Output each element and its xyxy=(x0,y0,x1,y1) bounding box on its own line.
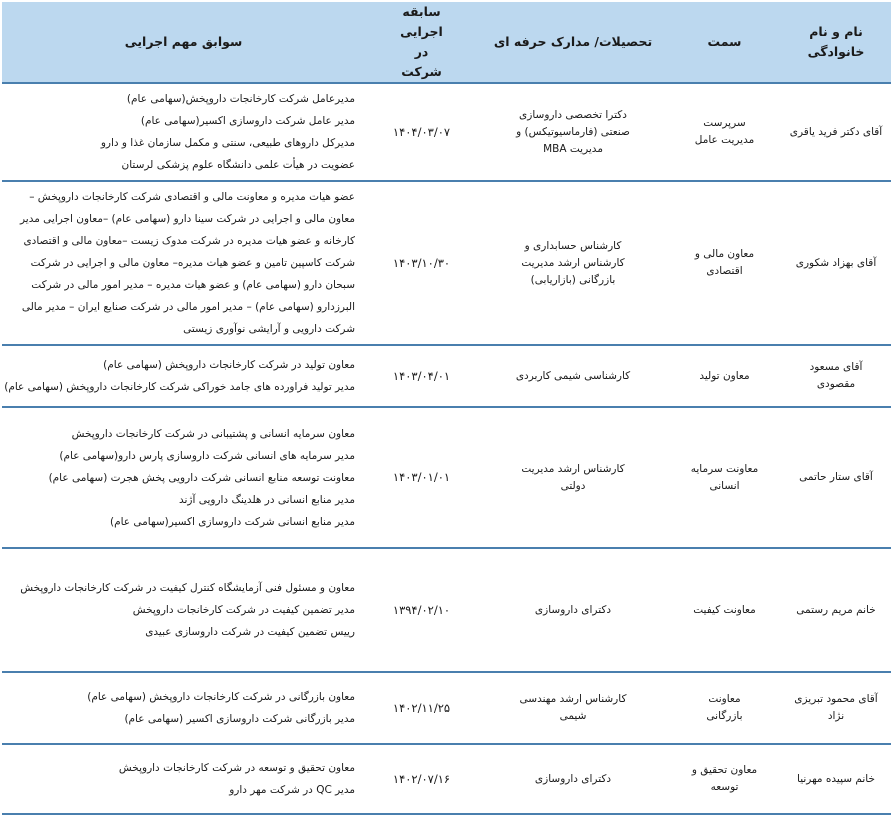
cell-education: کارشناس ارشد مدیریت دولتی xyxy=(478,407,668,548)
history-line: مدیر QC در شرکت مهر دارو xyxy=(229,784,355,796)
cell-history xyxy=(2,345,365,407)
history-line: مدیرعامل شرکت کارخانجات داروپخش(سهامی عام) xyxy=(126,93,355,105)
cell-tenure: ۱۴۰۳/۰۴/۰۱ xyxy=(365,345,478,407)
table-body xyxy=(2,83,891,814)
table-row xyxy=(2,407,891,548)
history-line: مدیر تولید فراورده های جامد خوراکی شرکت کارخانجات داروپخش (سهامی عام) xyxy=(4,381,355,393)
cell-tenure: ۱۳۹۴/۰۲/۱۰ xyxy=(365,548,478,672)
history-line: معاون تولید در شرکت کارخانجات داروپخش (سهامی عام) xyxy=(103,359,355,371)
history-line: سبحان دارو (سهامی عام) و عضو هیات مدیره – مدیر امور مالی در شرکت xyxy=(31,279,355,291)
cell-name: خانم مریم رستمی xyxy=(781,548,891,672)
history-line: رییس تضمین کیفیت در شرکت داروسازی عبیدی xyxy=(145,626,355,638)
table-row xyxy=(2,548,891,672)
header-education: تحصیلات/ مدارک حرفه ای xyxy=(478,2,668,83)
history-line: شرکت کاسپین تامین و عضو هیات مدیره– معاون مالی و اجرایی در شرکت xyxy=(30,257,355,269)
header-row xyxy=(2,2,891,83)
cell-position: معاون تحقیق و توسعه xyxy=(668,744,781,814)
cell-name: آقای محمود تبریزی نژاد xyxy=(781,672,891,744)
cell-tenure: ۱۴۰۲/۱۱/۲۵ xyxy=(365,672,478,744)
history-line: مدیر تضمین کیفیت در شرکت کارخانجات داروپخش xyxy=(132,604,355,616)
cell-name: آقای ستار حاتمی xyxy=(781,407,891,548)
table-row xyxy=(2,181,891,345)
table-row xyxy=(2,672,891,744)
cell-history xyxy=(2,407,365,548)
cell-history xyxy=(2,744,365,814)
cell-position: معاون مالی و اقتصادی xyxy=(668,181,781,345)
table-row xyxy=(2,83,891,181)
cell-tenure: ۱۴۰۲/۰۷/۱۶ xyxy=(365,744,478,814)
history-line: معاون بازرگانی در شرکت کارخانجات داروپخش (سهامی عام) xyxy=(87,691,355,703)
cell-history xyxy=(2,548,365,672)
cell-tenure: ۱۴۰۳/۰۱/۰۱ xyxy=(365,407,478,548)
history-line: مدیر بازرگانی شرکت داروسازی اکسیر (سهامی عام) xyxy=(124,713,355,725)
cell-history xyxy=(2,83,365,181)
history-line: مدیر منابع انسانی شرکت داروسازی اکسیر(سهامی عام) xyxy=(110,515,355,528)
cell-tenure: ۱۴۰۳/۱۰/۳۰ xyxy=(365,181,478,345)
executives-table xyxy=(2,2,891,815)
cell-tenure: ۱۴۰۴/۰۳/۰۷ xyxy=(365,83,478,181)
header-tenure: سابقه اجرایی در شرکت xyxy=(365,2,478,83)
cell-education: کارشناس حسابداری و کارشناس ارشد مدیریت بازرگانی (بازاریابی) xyxy=(478,181,668,345)
cell-history xyxy=(2,181,365,345)
cell-education: دکترای داروسازی xyxy=(478,548,668,672)
cell-name: خانم سپیده مهرنیا xyxy=(781,744,891,814)
cell-position: معاونت سرمایه انسانی xyxy=(668,407,781,548)
history-line: معاون و مسئول فنی آزمایشگاه کنترل کیفیت در شرکت کارخانجات داروپخش xyxy=(20,582,355,594)
history-line: مدیرکل داروهای طبیعی، سنتی و مکمل سازمان غذا و دارو xyxy=(100,137,355,149)
cell-name: آقای بهزاد شکوری xyxy=(781,181,891,345)
history-line: مدیر منابع انسانی در هلدینگ دارویی آژند xyxy=(178,493,355,506)
history-line: عضویت در هیأت علمی دانشگاه علوم پزشکی لرستان xyxy=(121,159,355,171)
cell-name: آقای دکتر فرید یاقری xyxy=(781,83,891,181)
table-row xyxy=(2,345,891,407)
history-line: مدیر سرمایه های انسانی شرکت داروسازی پارس دارو(سهامی عام) xyxy=(59,449,355,462)
cell-history xyxy=(2,672,365,744)
table-row xyxy=(2,744,891,814)
history-line: عضو هیات مدیره و معاونت مالی و اقتصادی شرکت کارخانجات داروپخش – xyxy=(29,191,355,203)
history-line: معاون تحقیق و توسعه در شرکت کارخانجات داروپخش xyxy=(118,762,355,774)
cell-position: معاونت بازرگانی xyxy=(668,672,781,744)
cell-position: سرپرست مدیریت عامل xyxy=(668,83,781,181)
cell-education: کارشناسی شیمی کاربردی xyxy=(478,345,668,407)
header-name: نام و نام خانوادگی xyxy=(781,2,891,83)
history-line: معاون سرمایه انسانی و پشتیبانی در شرکت کارخانجات داروپخش xyxy=(71,427,355,440)
cell-education: کارشناس ارشد مهندسی شیمی xyxy=(478,672,668,744)
history-line: البرزدارو (سهامی عام) – مدیر امور مالی در شرکت صنایع ایران – مدیر مالی xyxy=(21,301,355,313)
history-line: مدیر عامل شرکت داروسازی اکسیر(سهامی عام) xyxy=(140,115,355,127)
cell-education: دکترا تخصصی داروسازی صنعتی (فارماسیوتیکس) و مدیریت MBA xyxy=(478,83,668,181)
header-position: سمت xyxy=(668,2,781,83)
history-line: معاونت توسعه منابع انسانی شرکت دارویی پخش هجرت (سهامی عام) xyxy=(48,471,355,484)
cell-education: دکترای داروسازی xyxy=(478,744,668,814)
cell-position: معاون تولید xyxy=(668,345,781,407)
header-history: سوابق مهم اجرایی xyxy=(2,2,365,83)
cell-position: معاونت کیفیت xyxy=(668,548,781,672)
history-line: شرکت دارویی و آرایشی نوآوری زیستی xyxy=(183,323,355,335)
history-line: کارخانه و عضو هیات مدیره در شرکت مدوک زیست –معاون مالی و اقتصادی xyxy=(23,235,355,247)
cell-name: آقای مسعود مقصودی xyxy=(781,345,891,407)
history-line: معاون مالی و اجرایی در شرکت سینا دارو (سهامی عام) –معاون اجرایی مدیر xyxy=(19,213,355,225)
